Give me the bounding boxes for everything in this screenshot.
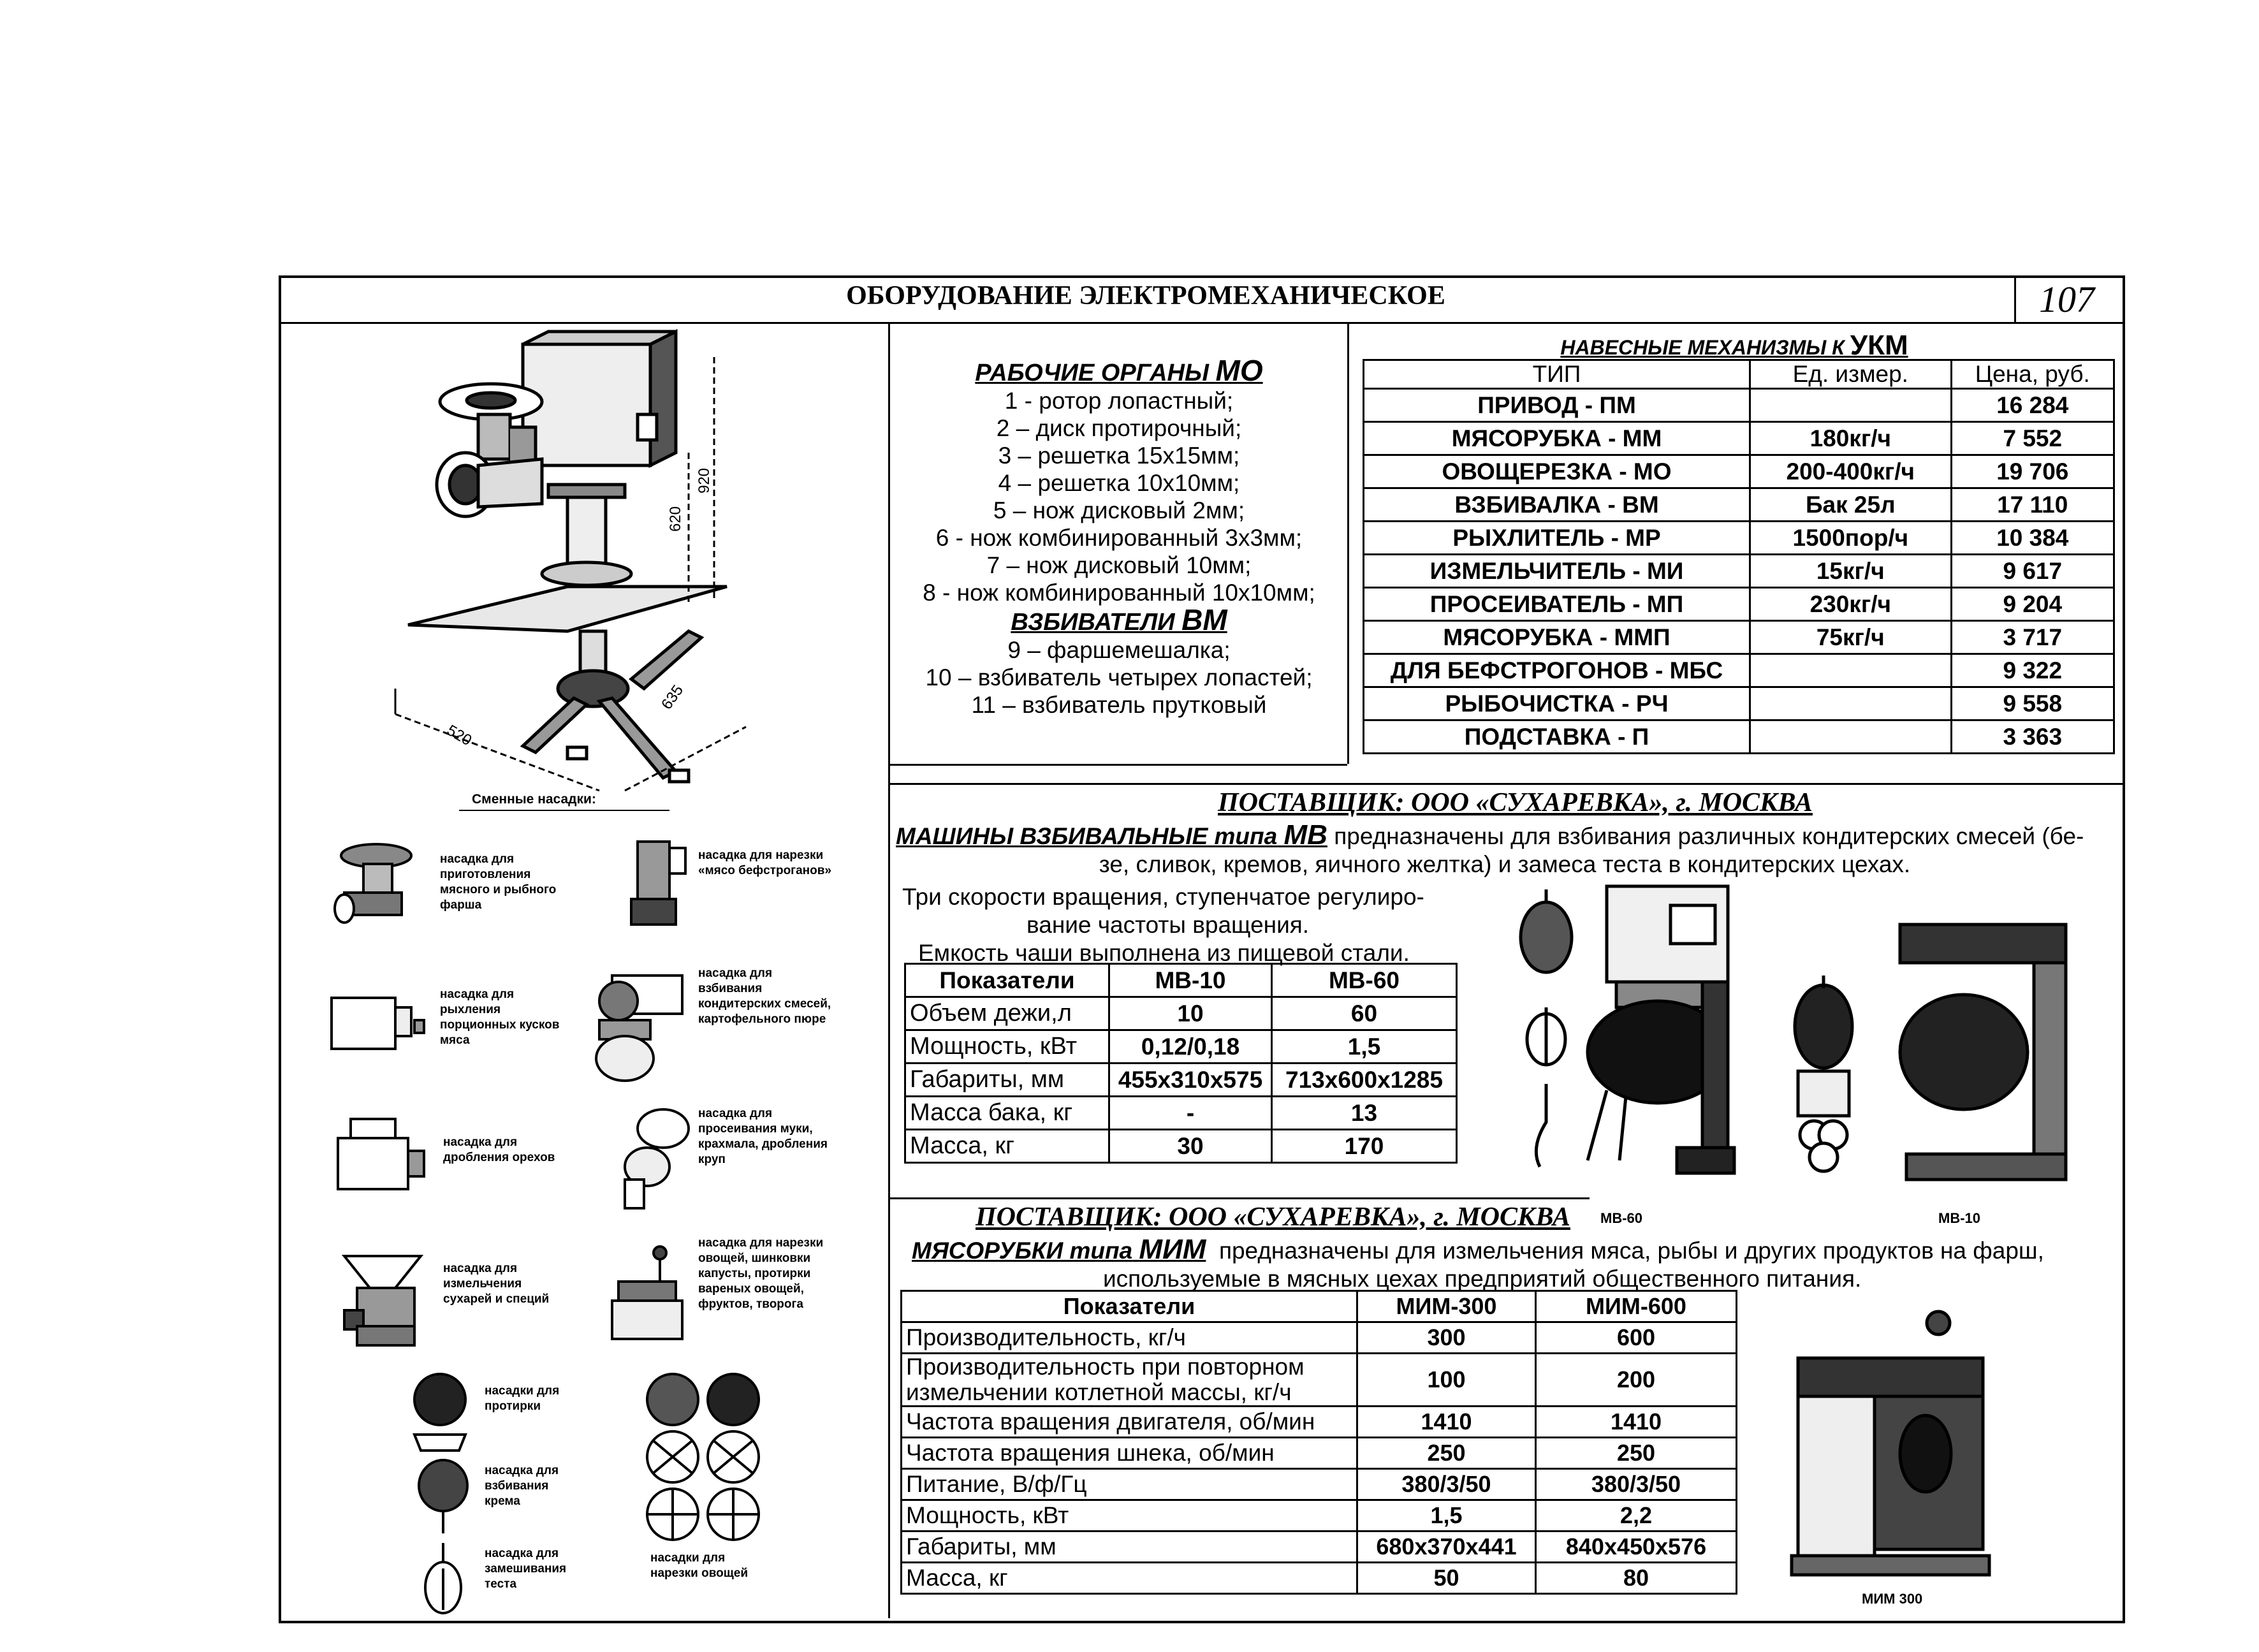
attachment-caption: насадка для дробления орехов (443, 1136, 555, 1164)
attachment-caption: насадки для нарезки овощей (650, 1551, 749, 1580)
table-cell: 0,12/0,18 (1109, 1030, 1272, 1064)
table-cell: 680х370х441 (1357, 1531, 1536, 1563)
working-part-item: 6 - нож комбинированный 3х3мм; (935, 525, 1303, 551)
table-cell: РЫХЛИТЕЛЬ - МР (1364, 522, 1750, 555)
table-cell: 180кг/ч (1750, 422, 1952, 455)
mv-note-line: Три скорости вращения, ступенчатое регулиро- (902, 884, 1424, 910)
mv60-photo-label: МВ-60 (1600, 1210, 1643, 1226)
dim-520: 520 (444, 721, 475, 750)
table-cell: 250 (1536, 1438, 1737, 1469)
dim-635: 635 (658, 682, 687, 713)
column-header: Показатели (905, 964, 1109, 997)
table-row (905, 997, 1457, 1030)
table-cell: Габариты, мм (905, 1064, 1109, 1097)
table-cell: 1,5 (1272, 1030, 1457, 1064)
working-part-item: 2 – диск протирочный; (996, 415, 1242, 441)
dim-620: 620 (667, 506, 685, 532)
table-cell: - (1109, 1097, 1272, 1130)
mv-supplier: ПОСТАВЩИК: ООО «СУХАРЕВКА», г. МОСКВА (1218, 788, 1813, 817)
column-header: МВ-10 (1109, 964, 1272, 997)
table-cell: Производительность при повторном измельчении котлетной массы, кг/ч (902, 1354, 1357, 1407)
table-row (902, 1322, 1737, 1354)
working-parts-heading: РАБОЧИЕ ОРГАНЫ МО (975, 354, 1263, 387)
table-cell: 455х310х575 (1109, 1064, 1272, 1097)
mv-description-line-1: МАШИНЫ ВЗБИВАЛЬНЫЕ типа МВ предназначены для взбивания различных кондитерских смесей (бе- (896, 819, 2084, 851)
table-cell: 17 110 (1951, 488, 2114, 522)
ukm-price-table (1363, 359, 2115, 754)
table-cell: Частота вращения шнека, об/мин (902, 1438, 1357, 1469)
table-cell (1750, 720, 1952, 754)
table-cell: 2,2 (1536, 1500, 1737, 1531)
mv-note-line: вание частоты вращения. (1027, 912, 1310, 938)
ukm-heading: НАВЕСНЫЕ МЕХАНИЗМЫ К УКМ (1560, 330, 1908, 361)
mim-description (912, 1236, 2117, 1293)
mv-lead: МАШИНЫ ВЗБИВАЛЬНЫЕ типа МВ (896, 819, 1327, 851)
mv-section-divider (888, 783, 2123, 785)
table-row (1364, 488, 2114, 522)
attachment-caption: насадка для рыхления порционных кусков мяса (440, 988, 560, 1047)
table-cell: РЫБОЧИСТКА - РЧ (1364, 687, 1750, 720)
dim-920: 920 (696, 467, 713, 494)
cream-whisk-icon (414, 1460, 472, 1537)
table-cell: 3 363 (1951, 720, 2114, 754)
table-row (1364, 522, 2114, 555)
table-cell: Масса бака, кг (905, 1097, 1109, 1130)
mv-note-line: Емкость чаши выполнена из пищевой стали. (918, 940, 1410, 966)
sifter-attachment-icon (612, 1103, 695, 1211)
attachment-caption: насадки для протирки (485, 1384, 560, 1413)
table-cell: ПОДСТАВКА - П (1364, 720, 1750, 754)
table-cell: ПРОСЕИВАТЕЛЬ - МП (1364, 588, 1750, 621)
table-cell: 300 (1357, 1322, 1536, 1354)
mv-spec-table (904, 963, 1458, 1164)
table-row (1364, 720, 2114, 754)
working-part-item: 8 - нож комбинированный 10х10мм; (923, 580, 1315, 606)
title-divider (279, 322, 2123, 324)
mixer-mv60-photo (1511, 880, 1741, 1211)
drive-unit-diagram (357, 332, 771, 803)
stroganoff-attachment-icon (625, 835, 695, 931)
attachment-caption: насадка для измельчения сухарей и специй (443, 1262, 550, 1306)
mim300-photo-label: МИМ 300 (1862, 1591, 1923, 1607)
whisk-attachment-icon (587, 969, 689, 1084)
column-header: МИМ-600 (1536, 1291, 1737, 1322)
left-column-divider (888, 324, 890, 1618)
table-row (902, 1563, 1737, 1594)
table-cell: МЯСОРУБКА - ММП (1364, 621, 1750, 654)
table-cell: 230кг/ч (1750, 588, 1952, 621)
page-title: ОБОРУДОВАНИЕ ЭЛЕКТРОМЕХАНИЧЕСКОЕ (846, 281, 1445, 311)
table-cell: 9 617 (1951, 555, 2114, 588)
table-row (1364, 654, 2114, 687)
working-part-item: 5 – нож дисковый 2мм; (993, 497, 1245, 523)
table-cell: Бак 25л (1750, 488, 1952, 522)
attachments-title: Сменные насадки: (472, 792, 596, 807)
table-cell: 7 552 (1951, 422, 2114, 455)
table-cell: ИЗМЕЛЬЧИТЕЛЬ - МИ (1364, 555, 1750, 588)
table-cell: Частота вращения двигателя, об/мин (902, 1407, 1357, 1438)
working-parts-list (896, 354, 1342, 719)
mixer-mv10-photo (1785, 912, 2079, 1186)
column-header: МИМ-300 (1357, 1291, 1536, 1322)
working-part-item: 3 – решетка 15х15мм; (998, 442, 1240, 469)
table-row (905, 1030, 1457, 1064)
tenderizer-attachment-icon (325, 985, 427, 1062)
table-cell: МЯСОРУБКА - ММ (1364, 422, 1750, 455)
table-row (902, 1531, 1737, 1563)
mincer-attachment-icon (332, 842, 421, 931)
table-cell: 1500пор/ч (1750, 522, 1952, 555)
column-header: Цена, руб. (1951, 360, 2114, 389)
table-cell: Производительность, кг/ч (902, 1322, 1357, 1354)
table-cell (1750, 389, 1952, 422)
table-cell: 840х450х576 (1536, 1531, 1737, 1563)
mincer-mim300-photo (1779, 1307, 2008, 1588)
table-cell: Мощность, кВт (905, 1030, 1109, 1064)
table-cell: ПРИВОД - ПМ (1364, 389, 1750, 422)
table-cell: 170 (1272, 1130, 1457, 1163)
mv-description-line-2: зе, сливок, кремов, яичного желтка) и замеса теста в кондитерских цехах. (1099, 851, 1911, 877)
crumb-grinder-attachment-icon (338, 1250, 434, 1352)
table-cell: 10 (1109, 997, 1272, 1030)
table-cell: 9 204 (1951, 588, 2114, 621)
working-part-item: 11 – взбиватель прутковый (971, 692, 1267, 718)
table-cell: Масса, кг (902, 1563, 1357, 1594)
dough-hook-icon (414, 1540, 472, 1616)
table-cell: ВЗБИВАЛКА - ВМ (1364, 488, 1750, 522)
table-row (1364, 621, 2114, 654)
column-header: Показатели (902, 1291, 1357, 1322)
organs-bottom-divider (888, 764, 1347, 766)
attachment-caption: насадка для просеивания муки, крахмала, дробления круп (698, 1107, 828, 1166)
table-row (1364, 422, 2114, 455)
table-header-row (905, 964, 1457, 997)
mim-lead: МЯСОРУБКИ типа МИМ (912, 1234, 1206, 1265)
table-cell: 380/3/50 (1536, 1469, 1737, 1500)
mim-section-divider (888, 1197, 1590, 1199)
whiskers-subheading: ВЗБИВАТЕЛИ ВМ (1011, 603, 1227, 636)
table-cell: 80 (1536, 1563, 1737, 1594)
vegetable-cutter-attachment-icon (606, 1243, 695, 1352)
working-part-item: 10 – взбиватель четырех лопастей; (925, 664, 1313, 691)
attachment-caption: насадка для замешивания теста (485, 1547, 567, 1591)
puree-discs-icon (408, 1371, 472, 1454)
table-cell: 1,5 (1357, 1500, 1536, 1531)
working-part-item: 7 – нож дисковый 10мм; (986, 552, 1252, 578)
table-cell (1750, 654, 1952, 687)
mim-description-line-2: используемые в мясных цехах предприятий общественного питания. (1103, 1266, 1862, 1292)
table-cell: 60 (1272, 997, 1457, 1030)
attachment-caption: насадка для нарезки «мясо бефстроганов» (698, 849, 831, 877)
mv10-photo-label: МВ-10 (1938, 1210, 1981, 1226)
table-cell: Объем дежи,л (905, 997, 1109, 1030)
table-cell: 75кг/ч (1750, 621, 1952, 654)
table-row (905, 1097, 1457, 1130)
table-row (902, 1407, 1737, 1438)
table-row (902, 1469, 1737, 1500)
table-cell: Питание, В/ф/Гц (902, 1469, 1357, 1500)
table-cell: 200 (1536, 1354, 1737, 1407)
mim-supplier: ПОСТАВЩИК: ООО «СУХАРЕВКА», г. МОСКВА (976, 1202, 1570, 1232)
table-cell: ДЛЯ БЕФСТРОГОНОВ - МБС (1364, 654, 1750, 687)
mim-description-line-1: МЯСОРУБКИ типа МИМ предназначены для измельчения мяса, рыбы и других продуктов на фарш, (912, 1234, 2044, 1265)
table-cell: 19 706 (1951, 455, 2114, 488)
working-part-item: 9 – фаршемешалка; (1007, 637, 1231, 663)
working-part-item: 4 – решетка 10х10мм; (998, 470, 1240, 496)
column-header: Ед. измер. (1750, 360, 1952, 389)
working-part-item: 1 - ротор лопастный; (1004, 388, 1234, 414)
table-row (905, 1130, 1457, 1163)
table-cell: Габариты, мм (902, 1531, 1357, 1563)
attachment-caption: насадка для взбивания кондитерских смесей, картофельного пюре (698, 967, 831, 1026)
page-number: 107 (2039, 279, 2095, 320)
column-header: МВ-60 (1272, 964, 1457, 997)
table-cell: 380/3/50 (1357, 1469, 1536, 1500)
table-cell: 16 284 (1951, 389, 2114, 422)
table-cell: ОВОЩЕРЕЗКА - МО (1364, 455, 1750, 488)
organs-divider (1347, 324, 1349, 764)
cutting-discs-icon (644, 1371, 765, 1543)
table-row (902, 1438, 1737, 1469)
table-cell: 250 (1357, 1438, 1536, 1469)
table-header-row (902, 1291, 1737, 1322)
table-row (1364, 588, 2114, 621)
table-row (902, 1354, 1737, 1407)
table-cell: 50 (1357, 1563, 1536, 1594)
column-header: ТИП (1364, 360, 1750, 389)
table-row (1364, 455, 2114, 488)
table-header-row (1364, 360, 2114, 389)
table-cell: 100 (1357, 1354, 1536, 1407)
table-cell: 1410 (1536, 1407, 1737, 1438)
mv-description (896, 821, 2114, 879)
table-cell: 200-400кг/ч (1750, 455, 1952, 488)
table-row (902, 1500, 1737, 1531)
table-cell: 600 (1536, 1322, 1737, 1354)
page-number-divider (2014, 278, 2016, 324)
table-cell: 13 (1272, 1097, 1457, 1130)
table-cell: 713х600х1285 (1272, 1064, 1457, 1097)
table-row (905, 1064, 1457, 1097)
attachment-caption: насадка для нарезки овощей, шинковки капусты, протирки вареных овощей, фруктов, творога (698, 1236, 824, 1311)
table-cell: 30 (1109, 1130, 1272, 1163)
nut-crusher-attachment-icon (332, 1113, 427, 1202)
table-cell: 1410 (1357, 1407, 1536, 1438)
table-cell: 3 717 (1951, 621, 2114, 654)
table-cell: Масса, кг (905, 1130, 1109, 1163)
table-cell: 9 322 (1951, 654, 2114, 687)
table-cell (1750, 687, 1952, 720)
attachment-caption: насадка для приготовления мясного и рыбного фарша (440, 852, 557, 912)
table-cell: 9 558 (1951, 687, 2114, 720)
mim-spec-table (900, 1290, 1737, 1595)
attachments-title-underline (459, 810, 669, 811)
attachment-caption: насадка для взбивания крема (485, 1464, 559, 1508)
mv-note (899, 883, 1473, 967)
table-row (1364, 687, 2114, 720)
table-row (1364, 389, 2114, 422)
table-row (1364, 555, 2114, 588)
table-cell: 10 384 (1951, 522, 2114, 555)
table-cell: 15кг/ч (1750, 555, 1952, 588)
table-cell: Мощность, кВт (902, 1500, 1357, 1531)
